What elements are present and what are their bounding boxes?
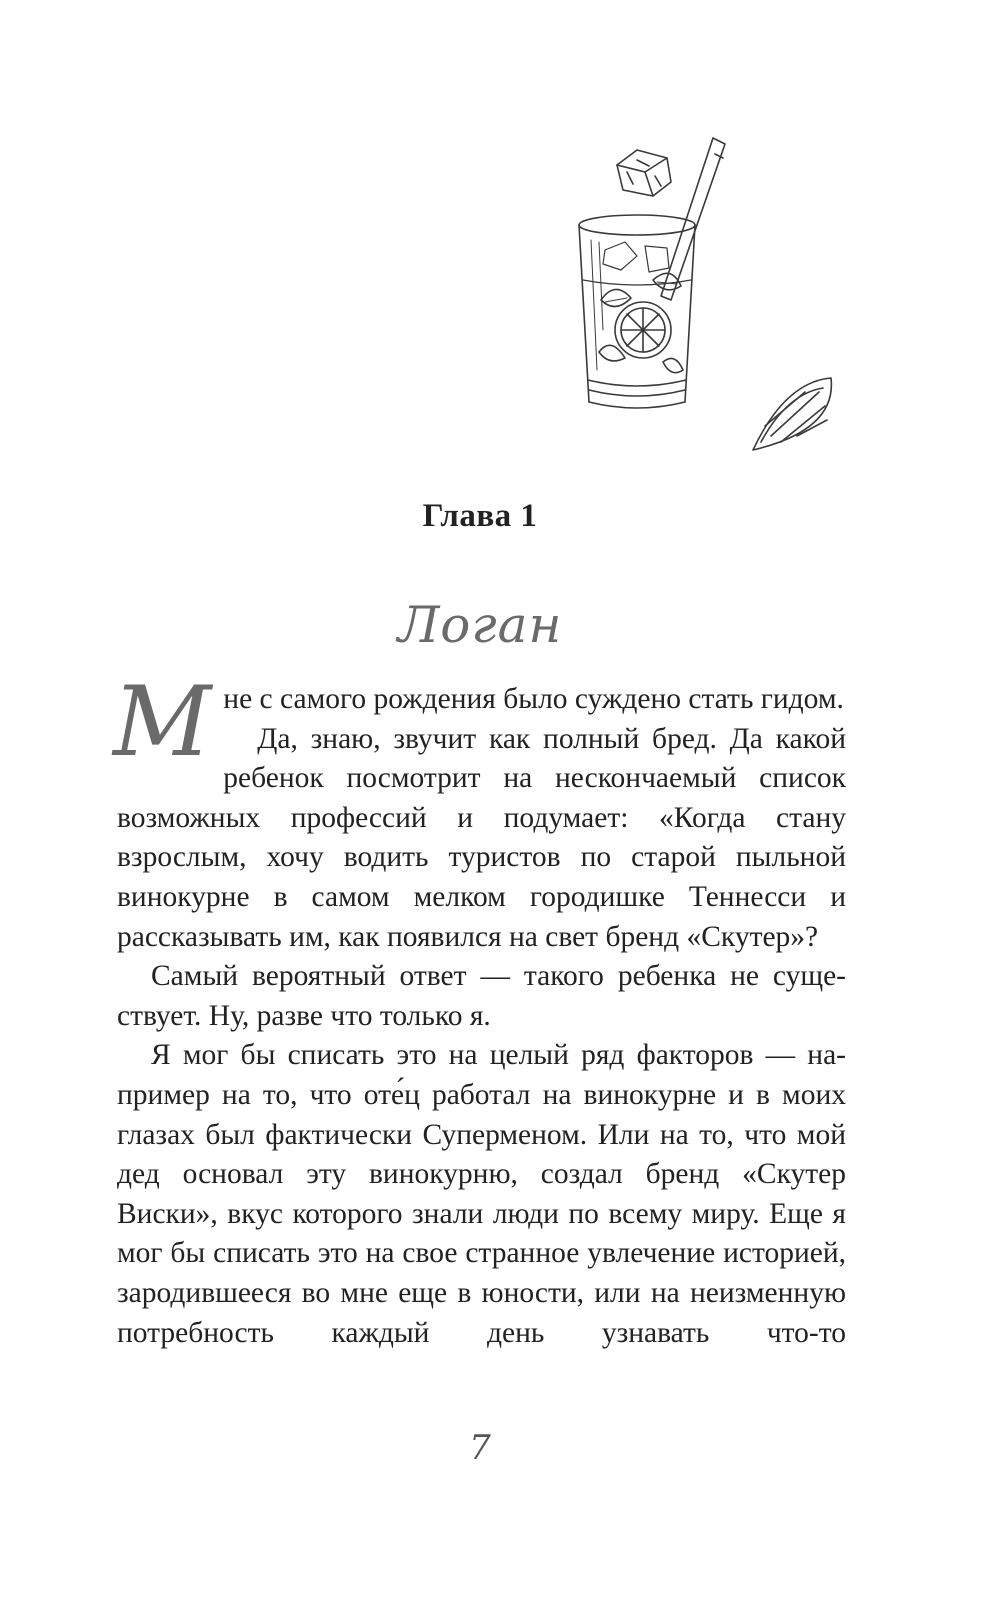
paragraph-1 bbox=[113, 666, 846, 778]
paragraph-4: Я мог бы списать это на целый ряд факторов — например на то, что оте́ц работал на винокурне и в моих глазах был фактически Суперменом. Или на то, что мой дед основал эту винокурню, создал бренд «Скутер Виски», вкус которого знали люди по всему миру. Еще я мог бы списать это на свое странное увлечение историей, зародившееся во мне еще в юности, или на неизменную потребность каждый день узнавать что-то bbox=[117, 1039, 846, 1349]
page-number: 7 bbox=[469, 1428, 491, 1468]
character-name-heading: Логан bbox=[397, 596, 563, 654]
lemon-wedge-icon bbox=[753, 378, 831, 450]
paragraph-2: Да, знаю, звучит как полный бред. Да какой ребенок посмотрит на нескончаемый список возможных профессий и подумает: «Когда стану взрослым, хочу водить туристов по старой пыльной винокурне в самом мелком городишке Теннесси и рассказывать им, как появился на свет бренд «Скутер»? bbox=[117, 722, 846, 953]
straw-icon bbox=[661, 138, 725, 300]
ice-cube-icon bbox=[617, 150, 671, 196]
cocktail-glass-illustration bbox=[575, 130, 845, 470]
drop-cap: М bbox=[113, 666, 212, 778]
body-text bbox=[113, 666, 846, 1353]
paragraph-1-text: не с самого рождения было суждено стать гидом. bbox=[223, 683, 844, 715]
chapter-title: Глава 1 bbox=[422, 498, 538, 534]
paragraph-3: Самый вероятный ответ — такого ребенка не существует. Ну, разве что только я. bbox=[117, 960, 846, 1032]
